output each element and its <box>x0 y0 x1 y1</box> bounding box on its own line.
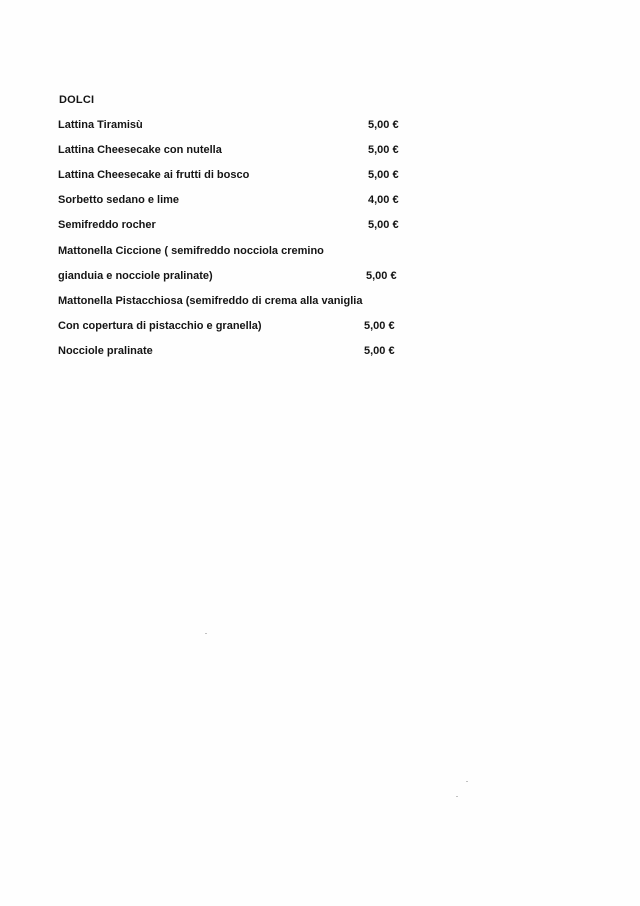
item-name: Mattonella Pistacchiosa (semifreddo di crema alla vaniglia <box>58 295 363 307</box>
item-price: 4,00 € <box>368 194 399 206</box>
item-name: gianduia e nocciole pralinate) <box>58 270 213 282</box>
menu-item <box>58 320 403 336</box>
item-name: Lattina Cheesecake ai frutti di bosco <box>58 169 250 181</box>
menu-item <box>58 169 403 185</box>
item-price: 5,00 € <box>364 345 395 357</box>
item-price: 5,00 € <box>364 320 395 332</box>
menu-item <box>58 219 403 235</box>
menu-item <box>58 194 403 210</box>
item-price: 5,00 € <box>366 270 397 282</box>
menu-item <box>58 144 403 160</box>
item-name: Nocciole pralinate <box>58 345 153 357</box>
menu-item <box>58 119 403 135</box>
menu-item <box>58 345 403 361</box>
scan-speck <box>205 633 207 634</box>
section-title: DOLCI <box>59 94 95 106</box>
item-name: Con copertura di pistacchio e granella) <box>58 320 262 332</box>
item-name: Mattonella Ciccione ( semifreddo nocciola cremino <box>58 245 324 257</box>
item-price: 5,00 € <box>368 219 399 231</box>
menu-item <box>58 295 403 311</box>
item-name: Semifreddo rocher <box>58 219 156 231</box>
scan-speck <box>456 796 458 797</box>
item-price: 5,00 € <box>368 144 399 156</box>
item-price: 5,00 € <box>368 169 399 181</box>
menu-item <box>58 270 403 286</box>
item-name: Sorbetto sedano e lime <box>58 194 180 206</box>
item-price: 5,00 € <box>368 119 399 131</box>
item-name: Lattina Cheesecake con nutella <box>58 144 222 156</box>
menu-item <box>58 245 403 261</box>
scan-speck <box>466 781 468 782</box>
item-name: Lattina Tiramisù <box>58 119 143 131</box>
